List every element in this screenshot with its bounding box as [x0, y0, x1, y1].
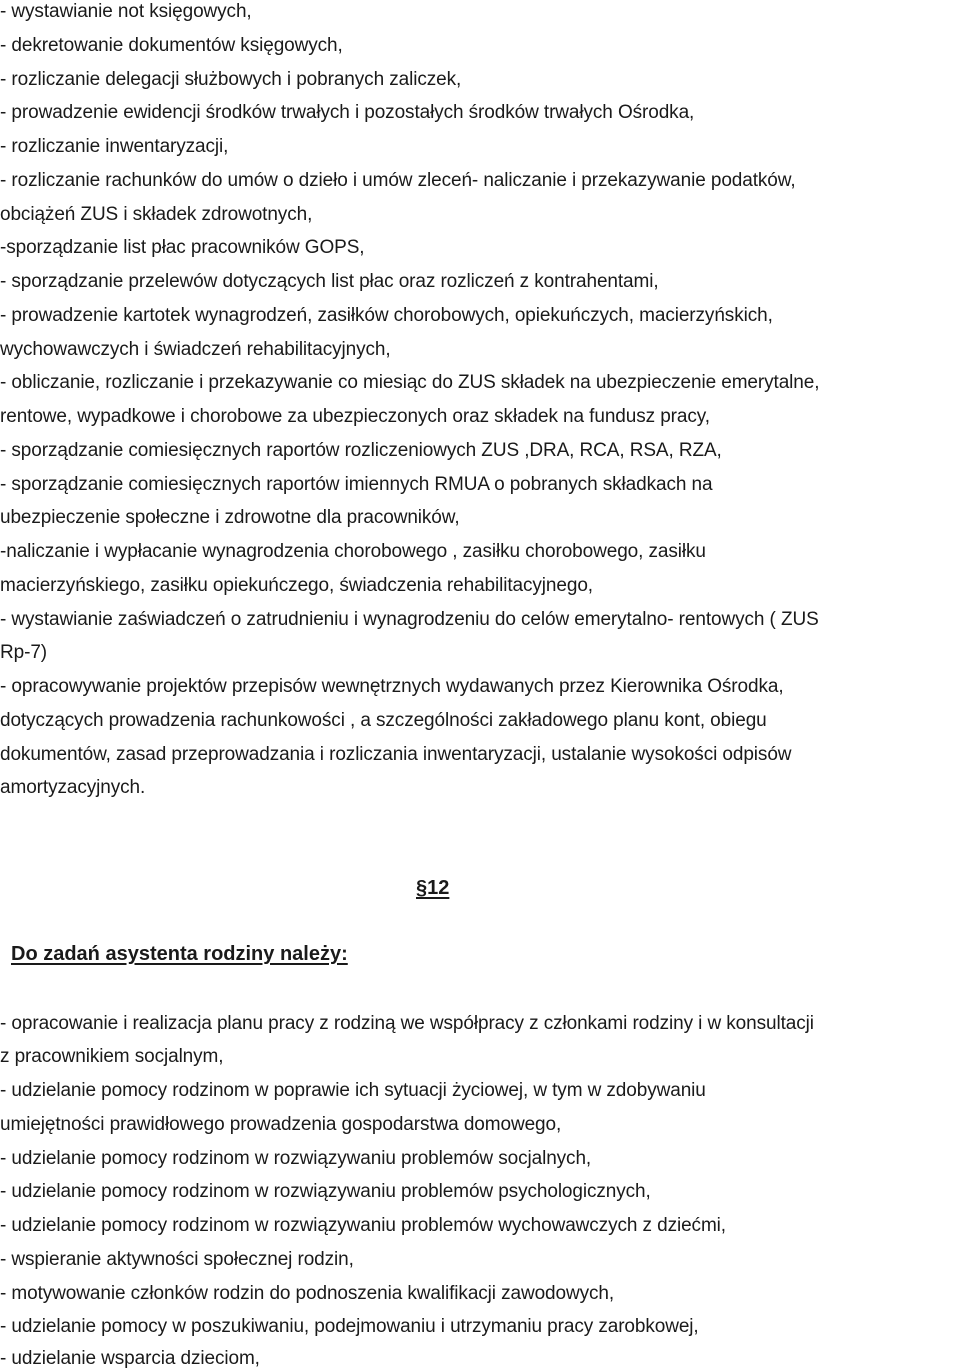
- list-item: - obliczanie, rozliczanie i przekazywanie co miesiąc do ZUS składek na ubezpieczenie emerytalne,: [0, 372, 820, 393]
- list-item: - udzielanie pomocy w poszukiwaniu, podejmowaniu i utrzymaniu pracy zarobkowej,: [0, 1316, 699, 1337]
- list-item: - sporządzanie comiesięcznych raportów imiennych RMUA o pobranych składkach na: [0, 474, 713, 495]
- list-item: -sporządzanie list płac pracowników GOPS,: [0, 237, 365, 258]
- list-item: - sporządzanie przelewów dotyczących list płac oraz rozliczeń z kontrahentami,: [0, 271, 659, 292]
- list-item: - opracowywanie projektów przepisów wewnętrznych wydawanych przez Kierownika Ośrodka,: [0, 676, 784, 697]
- list-item: - udzielanie pomocy rodzinom w rozwiązywaniu problemów psychologicznych,: [0, 1181, 651, 1202]
- list-item: - wystawianie zaświadczeń o zatrudnieniu i wynagrodzeniu do celów emerytalno- rentowych ( ZUS: [0, 609, 819, 630]
- section-number: §12: [416, 877, 450, 899]
- list-item: - wspieranie aktywności społecznej rodzin,: [0, 1249, 354, 1270]
- list-item: ubezpieczenie społeczne i zdrowotne dla pracowników,: [0, 507, 460, 528]
- list-item: wychowawczych i świadczeń rehabilitacyjnych,: [0, 339, 391, 360]
- list-item: - rozliczanie delegacji służbowych i pobranych zaliczek,: [0, 69, 462, 90]
- list-item: macierzyńskiego, zasiłku opiekuńczego, świadczenia rehabilitacyjnego,: [0, 575, 593, 596]
- list-item: obciążeń ZUS i składek zdrowotnych,: [0, 204, 313, 225]
- list-item: - sporządzanie comiesięcznych raportów rozliczeniowych ZUS ,DRA, RCA, RSA, RZA,: [0, 440, 722, 461]
- list-item: - prowadzenie ewidencji środków trwałych i pozostałych środków trwałych Ośrodka,: [0, 102, 695, 123]
- section-heading: Do zadań asystenta rodziny należy:: [11, 943, 348, 965]
- list-item: - dekretowanie dokumentów księgowych,: [0, 35, 343, 56]
- list-item: - motywowanie członków rodzin do podnoszenia kwalifikacji zawodowych,: [0, 1283, 615, 1304]
- list-item: - opracowanie i realizacja planu pracy z rodziną we współpracy z członkami rodziny i w konsultacji: [0, 1013, 814, 1034]
- list-item: - wystawianie not księgowych,: [0, 1, 252, 22]
- list-item: - prowadzenie kartotek wynagrodzeń, zasiłków chorobowych, opiekuńczych, macierzyńskich,: [0, 305, 773, 326]
- list-item: -naliczanie i wypłacanie wynagrodzenia chorobowego , zasiłku chorobowego, zasiłku: [0, 541, 706, 562]
- list-item: z pracownikiem socjalnym,: [0, 1046, 224, 1067]
- list-item: Rp-7): [0, 642, 48, 663]
- list-item: dokumentów, zasad przeprowadzania i rozliczania inwentaryzacji, ustalanie wysokości odpisów: [0, 744, 792, 765]
- list-item: amortyzacyjnych.: [0, 777, 146, 798]
- list-item: - rozliczanie inwentaryzacji,: [0, 136, 229, 157]
- list-item: - udzielanie pomocy rodzinom w poprawie ich sytuacji życiowej, w tym w zdobywaniu: [0, 1080, 706, 1101]
- list-item: dotyczących prowadzenia rachunkowości , a szczególności zakładowego planu kont, obiegu: [0, 710, 767, 731]
- list-item: - udzielanie pomocy rodzinom w rozwiązywaniu problemów wychowawczych z dziećmi,: [0, 1215, 726, 1236]
- list-item: umiejętności prawidłowego prowadzenia gospodarstwa domowego,: [0, 1114, 562, 1135]
- list-item: - udzielanie pomocy rodzinom w rozwiązywaniu problemów socjalnych,: [0, 1148, 592, 1169]
- list-item: - rozliczanie rachunków do umów o dzieło i umów zleceń- naliczanie i przekazywanie podatków,: [0, 170, 796, 191]
- list-item: rentowe, wypadkowe i chorobowe za ubezpieczonych oraz składek na fundusz pracy,: [0, 406, 710, 427]
- list-item: - udzielanie wsparcia dzieciom,: [0, 1348, 260, 1369]
